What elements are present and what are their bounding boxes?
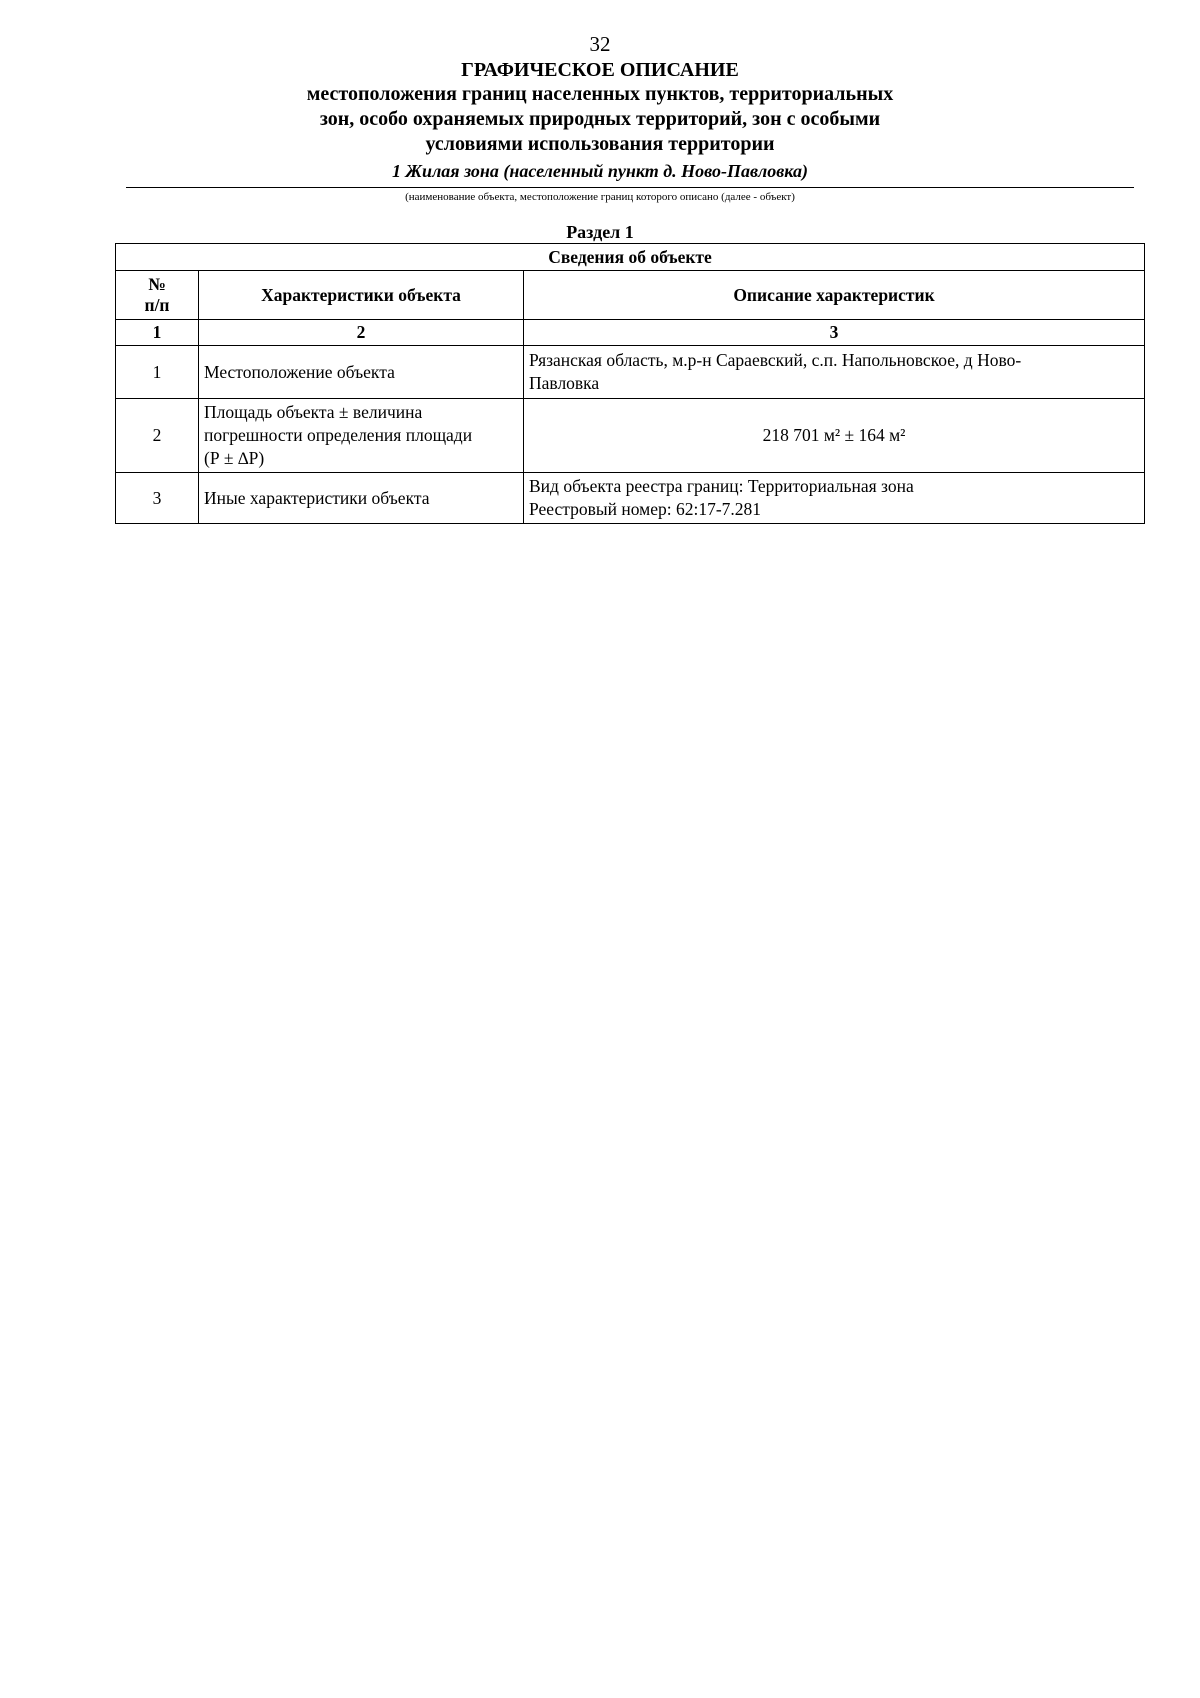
document-header — [120, 58, 1080, 183]
document-subtitle-line-3: условиями использования территории — [425, 133, 775, 155]
document-subtitle-line-1: местоположения границ населенных пунктов, территориальных — [306, 83, 894, 105]
object-name-underline — [126, 187, 1134, 188]
column-index-2: 2 — [199, 320, 524, 346]
row-characteristic-line: Иные характеристики объекта — [204, 487, 430, 508]
document-title: ГРАФИЧЕСКОЕ ОПИСАНИЕ — [461, 59, 739, 81]
object-info-table — [115, 243, 1145, 524]
table-caption-row — [116, 244, 1145, 271]
row-description-line: Реестровый номер: 62:17-7.281 — [529, 499, 762, 519]
row-description-line: 218 701 м² ± 164 м² — [762, 425, 906, 445]
row-description — [524, 399, 1145, 473]
row-characteristic-line: Местоположение объекта — [204, 361, 395, 382]
header-description: Описание характеристик — [524, 271, 1145, 320]
table-row — [116, 399, 1145, 473]
header-num-line-2: п/п — [144, 295, 170, 315]
table-row — [116, 346, 1145, 399]
object-name: 1 Жилая зона (населенный пункт д. Ново-Павловка) — [392, 161, 808, 181]
table-header-row — [116, 271, 1145, 320]
row-characteristic — [199, 346, 524, 399]
row-characteristic-line: Площадь объекта ± величина — [204, 402, 423, 422]
section-title — [0, 221, 1200, 243]
header-characteristics: Характеристики объекта — [199, 271, 524, 320]
row-characteristic — [199, 399, 524, 473]
header-num — [116, 271, 199, 320]
row-number: 1 — [116, 346, 199, 399]
row-description-line: Вид объекта реестра границ: Территориальная зона — [529, 476, 914, 496]
header-num-line-1: № — [148, 274, 166, 294]
row-description — [524, 473, 1145, 524]
row-number: 3 — [116, 473, 199, 524]
row-characteristic-line: (Р ± ∆Р) — [204, 448, 265, 468]
row-description-line: Рязанская область, м.р-н Сараевский, с.п. Напольновское, д Ново- — [529, 350, 1022, 370]
column-index-3: 3 — [524, 320, 1145, 346]
object-name-caption-text: (наименование объекта, местоположение границ которого описано (далее - объект) — [405, 191, 795, 203]
object-name-caption — [0, 190, 1200, 204]
page-number: 32 — [589, 32, 611, 56]
row-description-line: Павловка — [529, 373, 600, 393]
row-characteristic — [199, 473, 524, 524]
document-subtitle-line-2: зон, особо охраняемых природных территорий, зон с особыми — [319, 108, 881, 130]
row-description — [524, 346, 1145, 399]
table-caption: Сведения об объекте — [116, 244, 1145, 271]
row-characteristic-line: погрешности определения площади — [204, 425, 473, 445]
column-index-row — [116, 320, 1145, 346]
row-number: 2 — [116, 399, 199, 473]
column-index-1: 1 — [116, 320, 199, 346]
table-row — [116, 473, 1145, 524]
section-title-text: Раздел 1 — [566, 222, 634, 242]
